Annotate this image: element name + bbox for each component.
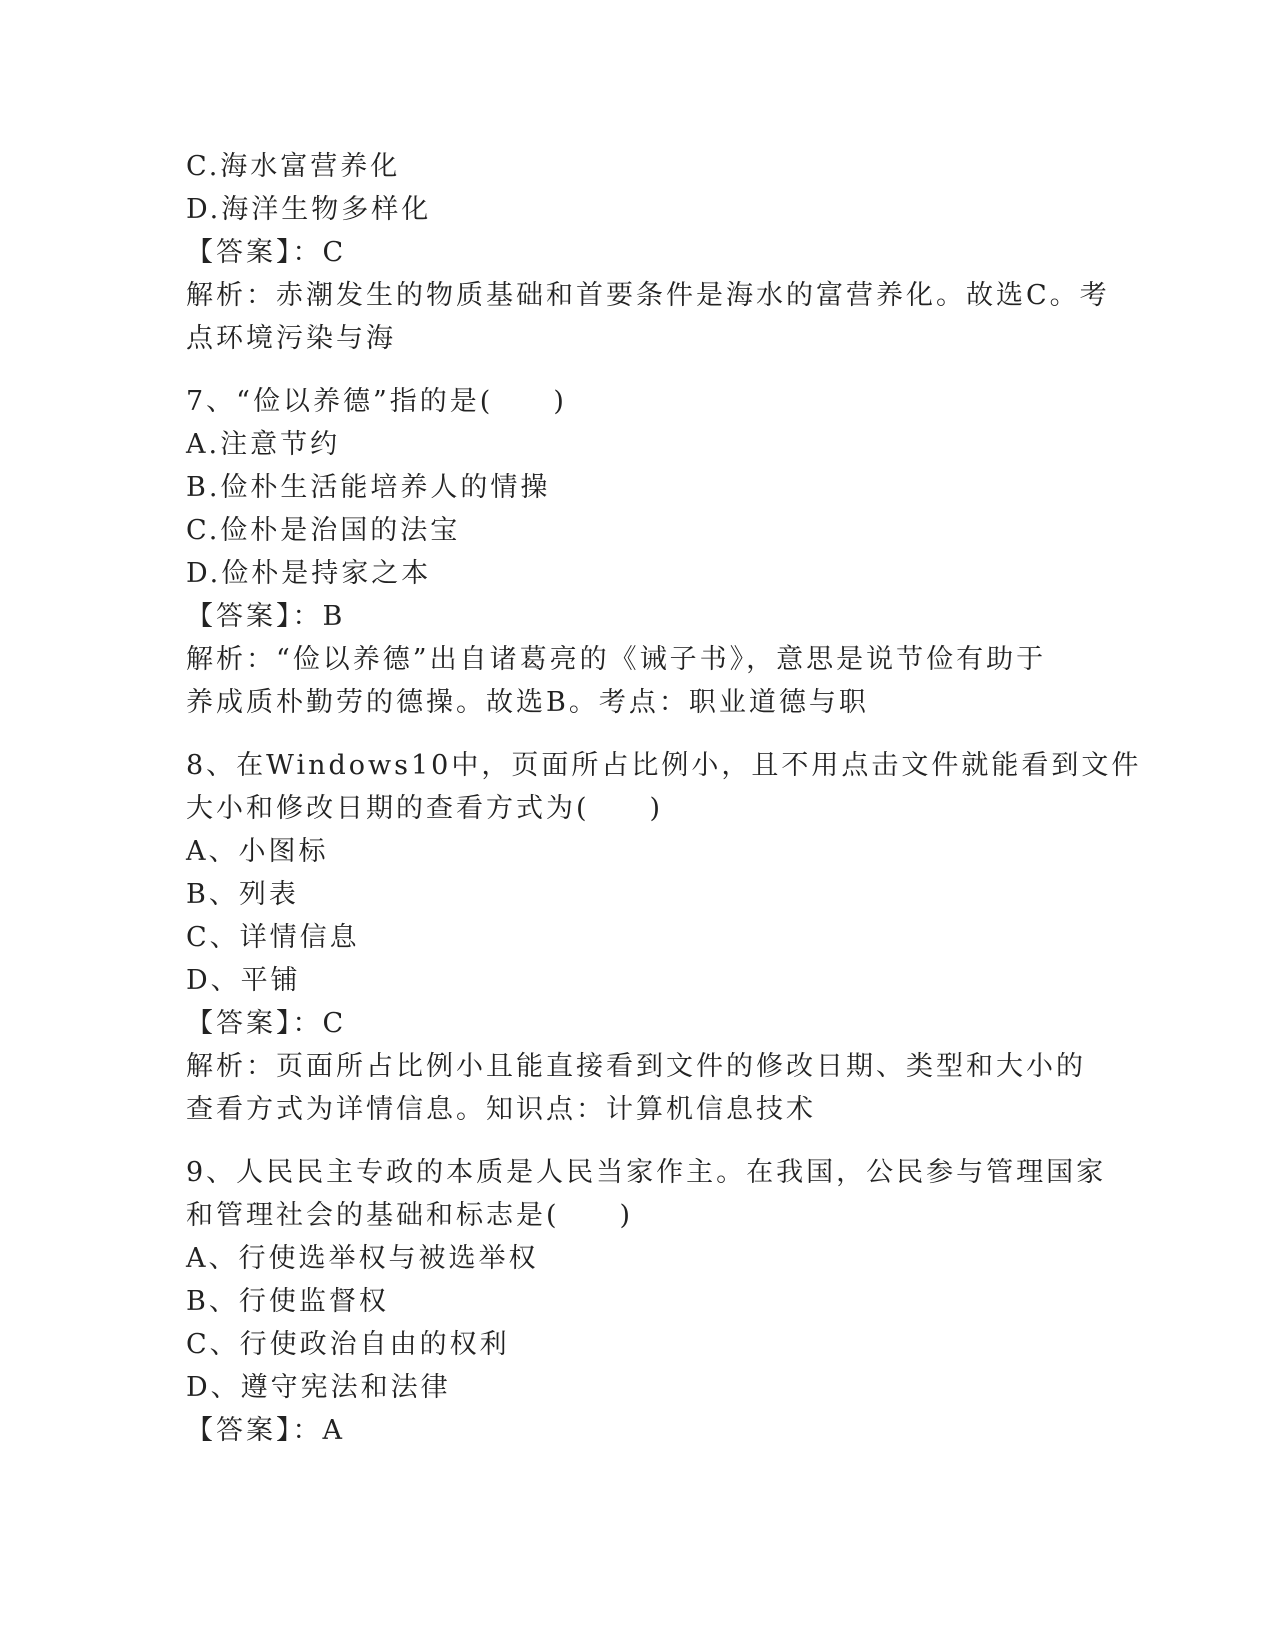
q8-option-d: D、平铺 <box>186 965 301 996</box>
q7-stem: 7、“俭以养德”指的是( ) <box>186 386 567 417</box>
q9-option-a: A、行使选举权与被选举权 <box>186 1243 539 1274</box>
q6-option-c: C.海水富营养化 <box>186 151 401 182</box>
q8-option-c: C、详情信息 <box>186 922 360 953</box>
spacer <box>186 360 1066 380</box>
document-content <box>186 145 1142 1452</box>
q7-explanation-line1: 解析：“俭以养德”出自诸葛亮的《诫子书》，意思是说节俭有助于 <box>186 644 1047 675</box>
q9-stem-line1: 9、人民民主专政的本质是人民当家作主。在我国，公民参与管理国家 <box>186 1157 1107 1188</box>
q8-stem-line1: 8、在Windows10中，页面所占比例小，且不用点击文件就能看到文件 <box>186 750 1142 781</box>
q7-option-c: C.俭朴是治国的法宝 <box>186 515 461 546</box>
q8-stem-line2: 大小和修改日期的查看方式为( ) <box>186 793 664 824</box>
q6-option-d: D.海洋生物多样化 <box>186 194 432 225</box>
q7-explanation-line2: 养成质朴勤劳的德操。故选B。考点：职业道德与职 <box>186 687 869 718</box>
q6-answer: 【答案】：C <box>186 237 347 268</box>
q9-stem-line2: 和管理社会的基础和标志是( ) <box>186 1200 634 1231</box>
q9-option-c: C、行使政治自由的权利 <box>186 1329 510 1360</box>
spacer <box>186 724 1066 744</box>
q9-option-d: D、遵守宪法和法律 <box>186 1372 451 1403</box>
q6-explanation-line1: 解析：赤潮发生的物质基础和首要条件是海水的富营养化。故选C。考 <box>186 280 1110 311</box>
spacer <box>186 1131 1066 1151</box>
q9-option-b: B、行使监督权 <box>186 1286 389 1317</box>
q8-explanation-line2: 查看方式为详情信息。知识点：计算机信息技术 <box>186 1094 816 1125</box>
q7-answer: 【答案】：B <box>186 601 346 632</box>
q8-explanation-line1: 解析：页面所占比例小且能直接看到文件的修改日期、类型和大小的 <box>186 1051 1086 1082</box>
q8-option-a: A、小图标 <box>186 836 329 867</box>
q9-answer: 【答案】：A <box>186 1415 345 1446</box>
q8-option-b: B、列表 <box>186 879 299 910</box>
q7-option-b: B.俭朴生活能培养人的情操 <box>186 472 551 503</box>
q8-answer: 【答案】：C <box>186 1008 347 1039</box>
q7-option-a: A.注意节约 <box>186 429 341 460</box>
q7-option-d: D.俭朴是持家之本 <box>186 558 432 589</box>
q6-explanation-line2: 点环境污染与海 <box>186 323 396 354</box>
